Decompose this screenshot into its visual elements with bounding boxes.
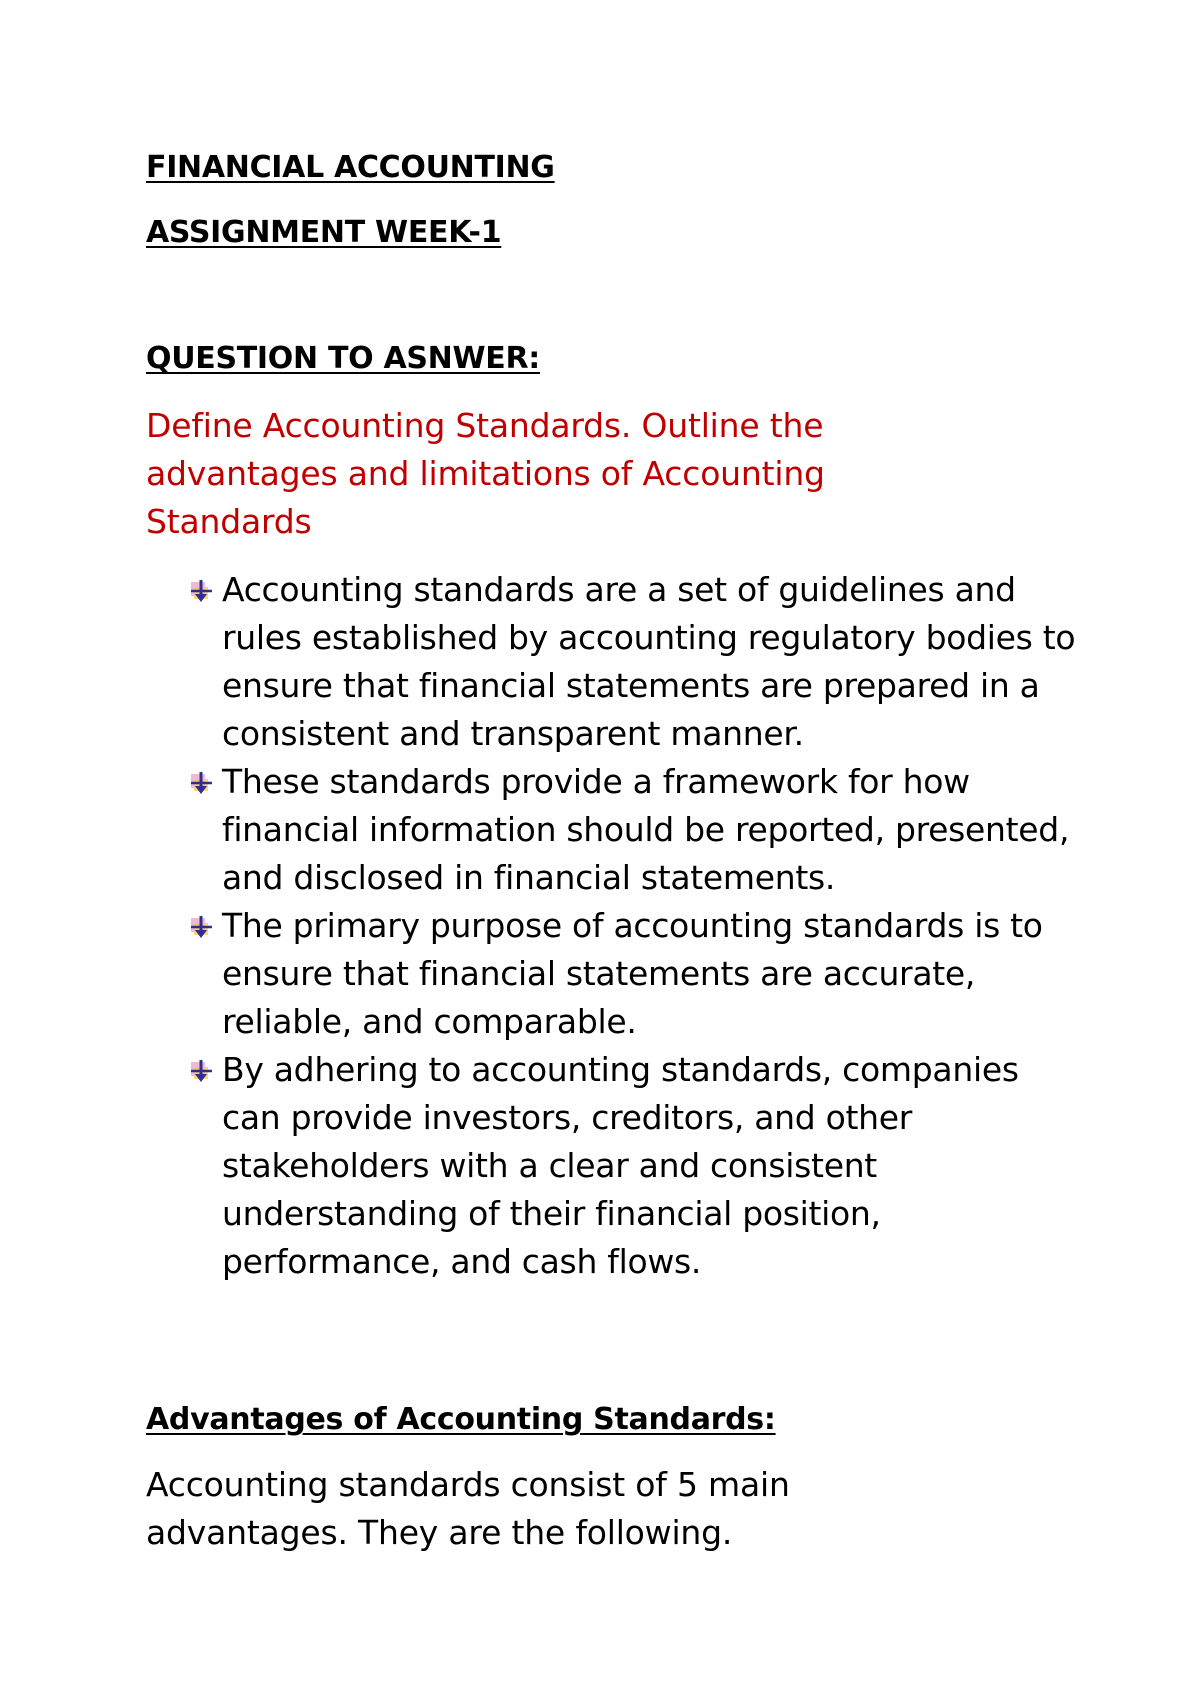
list-item [186, 566, 1086, 758]
arrow-down-bullet-icon [186, 771, 216, 795]
arrow-down-bullet-icon [186, 1059, 216, 1083]
assignment-heading: ASSIGNMENT WEEK-1 [146, 215, 502, 250]
bullet-list [186, 566, 1086, 1286]
list-item [186, 758, 1086, 902]
list-item [186, 902, 1086, 1046]
advantages-intro: Accounting standards consist of 5 main advantages. They are the following. [146, 1465, 790, 1552]
arrow-down-bullet-icon [186, 579, 216, 603]
question-heading: QUESTION TO ASNWER: [146, 341, 540, 376]
question-text: Define Accounting Standards. Outline the advantages and limitations of Accounting Standards [146, 406, 825, 541]
bullet-text: Accounting standards are a set of guidelines and rules established by accounting regulatory bodies to ensure that financial statements are prepared in a consistent and transparent manner. [222, 570, 1076, 753]
bullet-text: These standards provide a framework for how financial information should be reported, presented, and disclosed in financial statements. [222, 762, 1070, 897]
advantages-heading: Advantages of Accounting Standards: [146, 1402, 776, 1437]
list-item [186, 1046, 1086, 1286]
arrow-down-bullet-icon [186, 915, 216, 939]
document-title: FINANCIAL ACCOUNTING [146, 150, 555, 185]
bullet-text: By adhering to accounting standards, companies can provide investors, creditors, and other stakeholders with a clear and consistent understanding of their financial position, performance, and cash flows. [222, 1050, 1019, 1281]
bullet-text: The primary purpose of accounting standards is to ensure that financial statements are accurate, reliable, and comparable. [222, 906, 1043, 1041]
